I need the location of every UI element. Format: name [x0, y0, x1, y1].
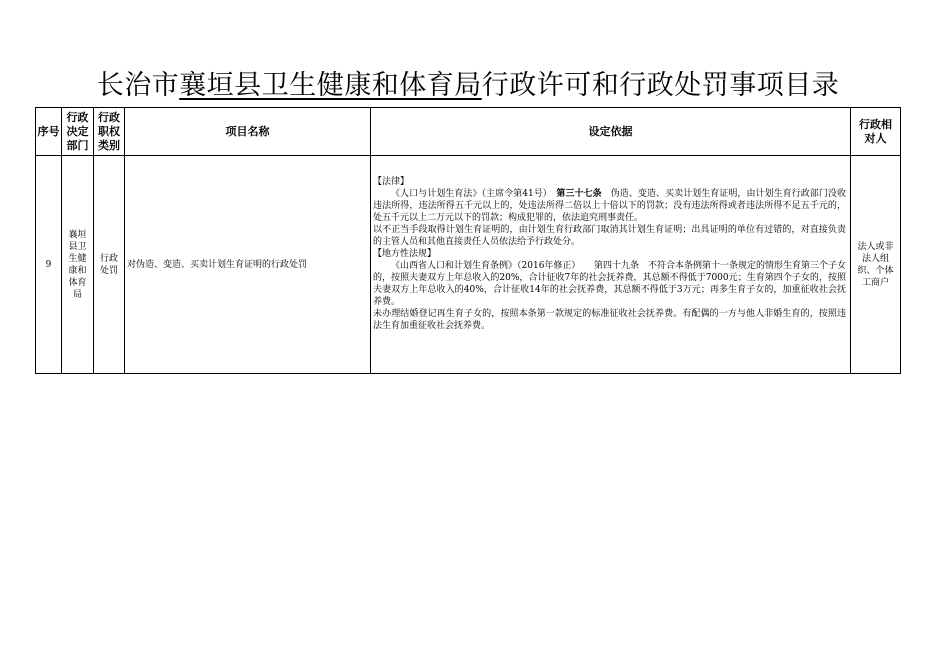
basis-regulation-text: 不符合本条例第十一条规定的情形生育第三个子女的，按照夫妻双方上年总收入的20%，合计征收7年的社会抚养费，其总额不得低于7000元；生育第四个子女的，按照夫妻双方上年总收入的40%，合计征收14年的社会抚养费，其总额不得低于3万元；再多生育子女的，加重征收社会抚养费。: [373, 261, 846, 307]
header-department: 行政决定部门: [62, 108, 94, 156]
cell-department: [62, 156, 94, 374]
header-basis: 设定依据: [371, 108, 851, 156]
basis-law-text-2: 以不正当手段取得计划生育证明的，由计划生育行政部门取消其计划生育证明；出具证明的单位有过错的，对直接负责的主管人员和其他直接责任人员依法给予行政处分。: [373, 225, 846, 247]
cell-basis: [371, 156, 851, 374]
basis-regulation-text-2: 未办理结婚登记再生育子女的，按照本条第一款规定的标准征收社会抚养费。有配偶的一方与他人非婚生育的，按照违法生育加重征收社会抚养费。: [373, 309, 846, 331]
header-counterpart: 行政相对人: [851, 108, 901, 156]
basis-content: [373, 158, 846, 332]
title-department: 襄垣县卫生健康和体育局: [179, 70, 482, 101]
basis-law-heading: 【法律】: [373, 177, 410, 187]
table-header-row: [36, 108, 901, 156]
catalog-table: [35, 107, 901, 374]
cell-power-type: [94, 156, 125, 374]
header-seq: 序号: [36, 108, 62, 156]
basis-regulation-source: 《山西省人口和计划生育条例》（2016年修正）: [391, 261, 576, 271]
cell-department-text: 襄垣县卫生健康和体育局: [68, 229, 87, 300]
cell-item-name: 对伪造、变造、买卖计划生育证明的行政处罚: [125, 156, 371, 374]
title-prefix: 长治市: [96, 70, 180, 101]
cell-seq: 9: [36, 156, 62, 374]
header-power-type: 行政职权类别: [94, 108, 125, 156]
basis-regulation-heading: 【地方性法规】: [373, 249, 437, 259]
basis-law-text: 伪造、变造、买卖计划生育证明，由计划生育行政部门没收违法所得，违法所得五千元以上的，处违法所得二倍以上十倍以下的罚款；没有违法所得或者违法所得不足五千元的，处五千元以上二万元以下的罚款；构成犯罪的，依法追究刑事责任。: [373, 189, 846, 223]
header-item-name: 项目名称: [125, 108, 371, 156]
basis-law-paragraph: [373, 188, 846, 224]
cell-counterpart-text: 法人或非法人组织、个体工商户: [857, 241, 894, 288]
cell-counterpart: [851, 156, 901, 374]
page-title: [0, 68, 936, 104]
basis-law-source: 《人口与计划生育法》（主席令第41号）: [391, 189, 548, 199]
title-suffix: 行政许可和行政处罚事项目录: [481, 70, 840, 101]
table-row: [36, 156, 901, 374]
cell-power-type-text: 行政处罚: [99, 253, 118, 276]
basis-law-article: 第三十七条: [556, 189, 602, 199]
basis-regulation-paragraph: [373, 260, 846, 308]
basis-regulation-article: 第四十九条: [593, 261, 639, 271]
